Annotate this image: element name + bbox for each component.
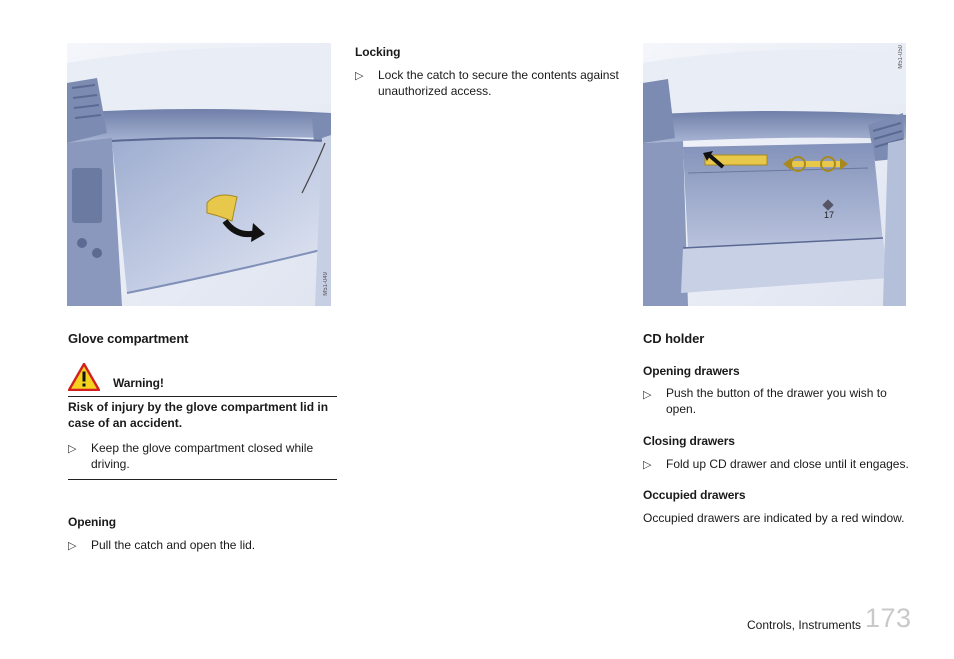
closing-drawers-item: Fold up CD drawer and close until it engages. bbox=[666, 457, 909, 471]
bullet-icon: ▷ bbox=[355, 70, 364, 82]
warning-text: Risk of injury by the glove compartment lid in case of an accident. bbox=[68, 400, 329, 430]
opening-heading: Opening bbox=[68, 515, 116, 529]
closing-drawers-heading: Closing drawers bbox=[643, 434, 735, 448]
bullet-icon: ▷ bbox=[68, 443, 77, 455]
bullet-icon: ▷ bbox=[68, 540, 77, 552]
cd-holder-heading: CD holder bbox=[643, 331, 705, 346]
cd-holder-drawing bbox=[643, 43, 906, 306]
page-number: 173 bbox=[865, 603, 912, 633]
occupied-drawers-text: Occupied drawers are indicated by a red window. bbox=[643, 511, 905, 525]
occupied-drawers-heading: Occupied drawers bbox=[643, 488, 746, 502]
warning-item: Keep the glove compartment closed while driving. bbox=[91, 441, 314, 471]
glove-compartment-illustration bbox=[67, 43, 331, 306]
locking-heading: Locking bbox=[355, 45, 401, 59]
cd-holder-illustration bbox=[643, 43, 906, 306]
opening-drawers-item: Push the button of the drawer you wish to open. bbox=[666, 386, 887, 416]
glove-compartment-heading: Glove compartment bbox=[68, 331, 189, 346]
opening-item: Pull the catch and open the lid. bbox=[91, 538, 256, 552]
footer-section-label: Controls, Instruments bbox=[747, 618, 862, 632]
warning-bottom-rule bbox=[68, 479, 337, 480]
warning-top-rule bbox=[68, 396, 337, 397]
opening-drawers-heading: Opening drawers bbox=[643, 364, 740, 378]
warning-icon bbox=[68, 363, 100, 391]
bullet-icon: ▷ bbox=[643, 389, 652, 401]
bullet-icon: ▷ bbox=[643, 459, 652, 471]
glove-compartment-drawing bbox=[67, 43, 331, 306]
figure-callout-number: 17 bbox=[824, 210, 835, 220]
locking-item: Lock the catch to secure the contents against unauthorized access. bbox=[378, 68, 619, 98]
figure-code: M51-050 bbox=[898, 45, 904, 69]
warning-label: Warning! bbox=[113, 376, 164, 390]
figure-code: M51-049 bbox=[323, 272, 329, 296]
